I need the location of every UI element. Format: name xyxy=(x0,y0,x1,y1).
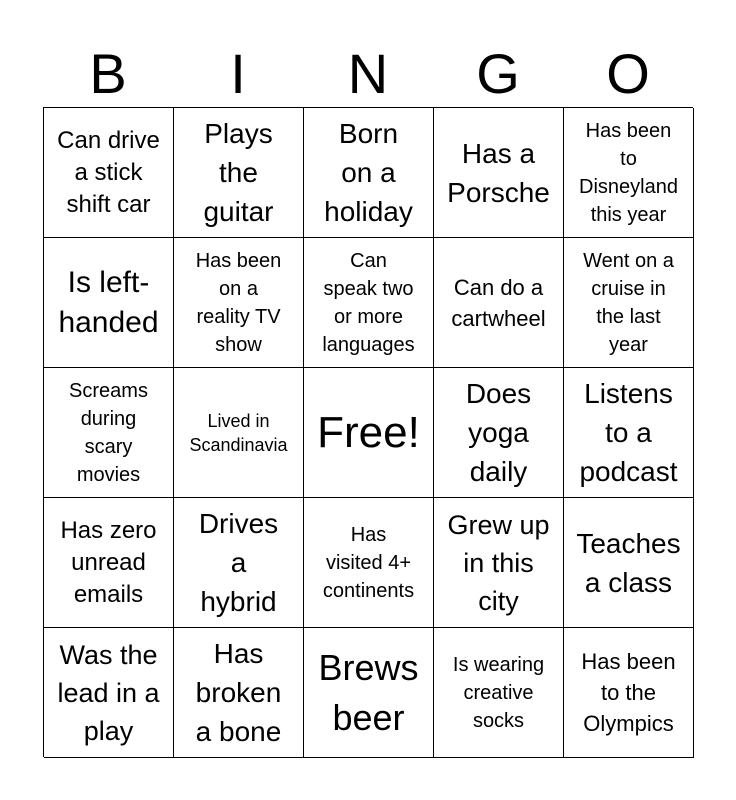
bingo-cell-r3-c4[interactable] xyxy=(434,368,564,498)
bingo-cell-r2-c1[interactable] xyxy=(44,238,174,368)
header-letter-o: O xyxy=(606,42,650,105)
bingo-cell-r2-c5[interactable] xyxy=(564,238,694,368)
cell-text: Can drive a stick shift car xyxy=(57,126,160,218)
cell-text: Can speak two or more languages xyxy=(322,249,415,356)
bingo-cell-r5-c5[interactable] xyxy=(564,628,694,758)
header-letter-b: B xyxy=(89,42,127,105)
bingo-cell-free[interactable] xyxy=(304,368,434,498)
cell-text: Has been on a reality TV show xyxy=(195,249,282,356)
bingo-cell-r1-c3[interactable] xyxy=(304,108,434,238)
cell-text: Lived in Scandinavia xyxy=(189,410,288,455)
bingo-cell-r2-c2[interactable] xyxy=(174,238,304,368)
bingo-cell-r4-c1[interactable] xyxy=(44,498,174,628)
bingo-cell-r4-c4[interactable] xyxy=(434,498,564,628)
cell-text: Grew up in this city xyxy=(447,509,550,616)
cell-text: Has been to Disneyland this year xyxy=(579,119,678,226)
bingo-cell-r4-c2[interactable] xyxy=(174,498,304,628)
free-space-label: Free! xyxy=(317,407,420,457)
cell-text: Has been to the Olympics xyxy=(581,649,676,736)
bingo-board xyxy=(43,107,693,757)
bingo-cell-r1-c2[interactable] xyxy=(174,108,304,238)
bingo-cell-r2-c3[interactable] xyxy=(304,238,434,368)
cell-text: Teaches a class xyxy=(576,527,681,598)
cell-text: Plays the guitar xyxy=(203,118,274,227)
bingo-cell-r1-c1[interactable] xyxy=(44,108,174,238)
cell-text: Is left- handed xyxy=(58,265,159,339)
bingo-cell-r1-c5[interactable] xyxy=(564,108,694,238)
cell-text: Brews beer xyxy=(318,646,419,738)
cell-text: Has visited 4+ continents xyxy=(322,523,415,602)
bingo-cell-r4-c5[interactable] xyxy=(564,498,694,628)
bingo-cell-r5-c2[interactable] xyxy=(174,628,304,758)
bingo-cell-r5-c3[interactable] xyxy=(304,628,434,758)
bingo-cell-r4-c3[interactable] xyxy=(304,498,434,628)
cell-text: Listens to a podcast xyxy=(579,378,678,487)
cell-text: Screams during scary movies xyxy=(69,379,148,486)
bingo-cell-r1-c4[interactable] xyxy=(434,108,564,238)
bingo-cell-r3-c5[interactable] xyxy=(564,368,694,498)
cell-text: Can do a cartwheel xyxy=(451,274,546,331)
cell-text: Drives a hybrid xyxy=(198,508,279,617)
cell-text: Has broken a bone xyxy=(195,638,282,747)
cell-text: Went on a cruise in the last year xyxy=(583,249,674,356)
header-letter-g: G xyxy=(476,42,520,105)
cell-text: Was the lead in a play xyxy=(57,639,160,746)
bingo-cell-r2-c4[interactable] xyxy=(434,238,564,368)
header-letter-i: I xyxy=(230,42,246,105)
bingo-cell-r3-c1[interactable] xyxy=(44,368,174,498)
cell-text: Has a Porsche xyxy=(447,137,550,208)
bingo-cell-r5-c1[interactable] xyxy=(44,628,174,758)
cell-text: Does yoga daily xyxy=(465,378,532,487)
cell-text: Is wearing creative socks xyxy=(452,653,545,732)
bingo-cell-r3-c2[interactable] xyxy=(174,368,304,498)
cell-text: Has zero unread emails xyxy=(60,516,157,608)
bingo-cell-r5-c4[interactable] xyxy=(434,628,564,758)
bingo-header xyxy=(43,40,693,108)
cell-text: Born on a holiday xyxy=(324,118,413,227)
header-letter-n: N xyxy=(347,42,389,105)
